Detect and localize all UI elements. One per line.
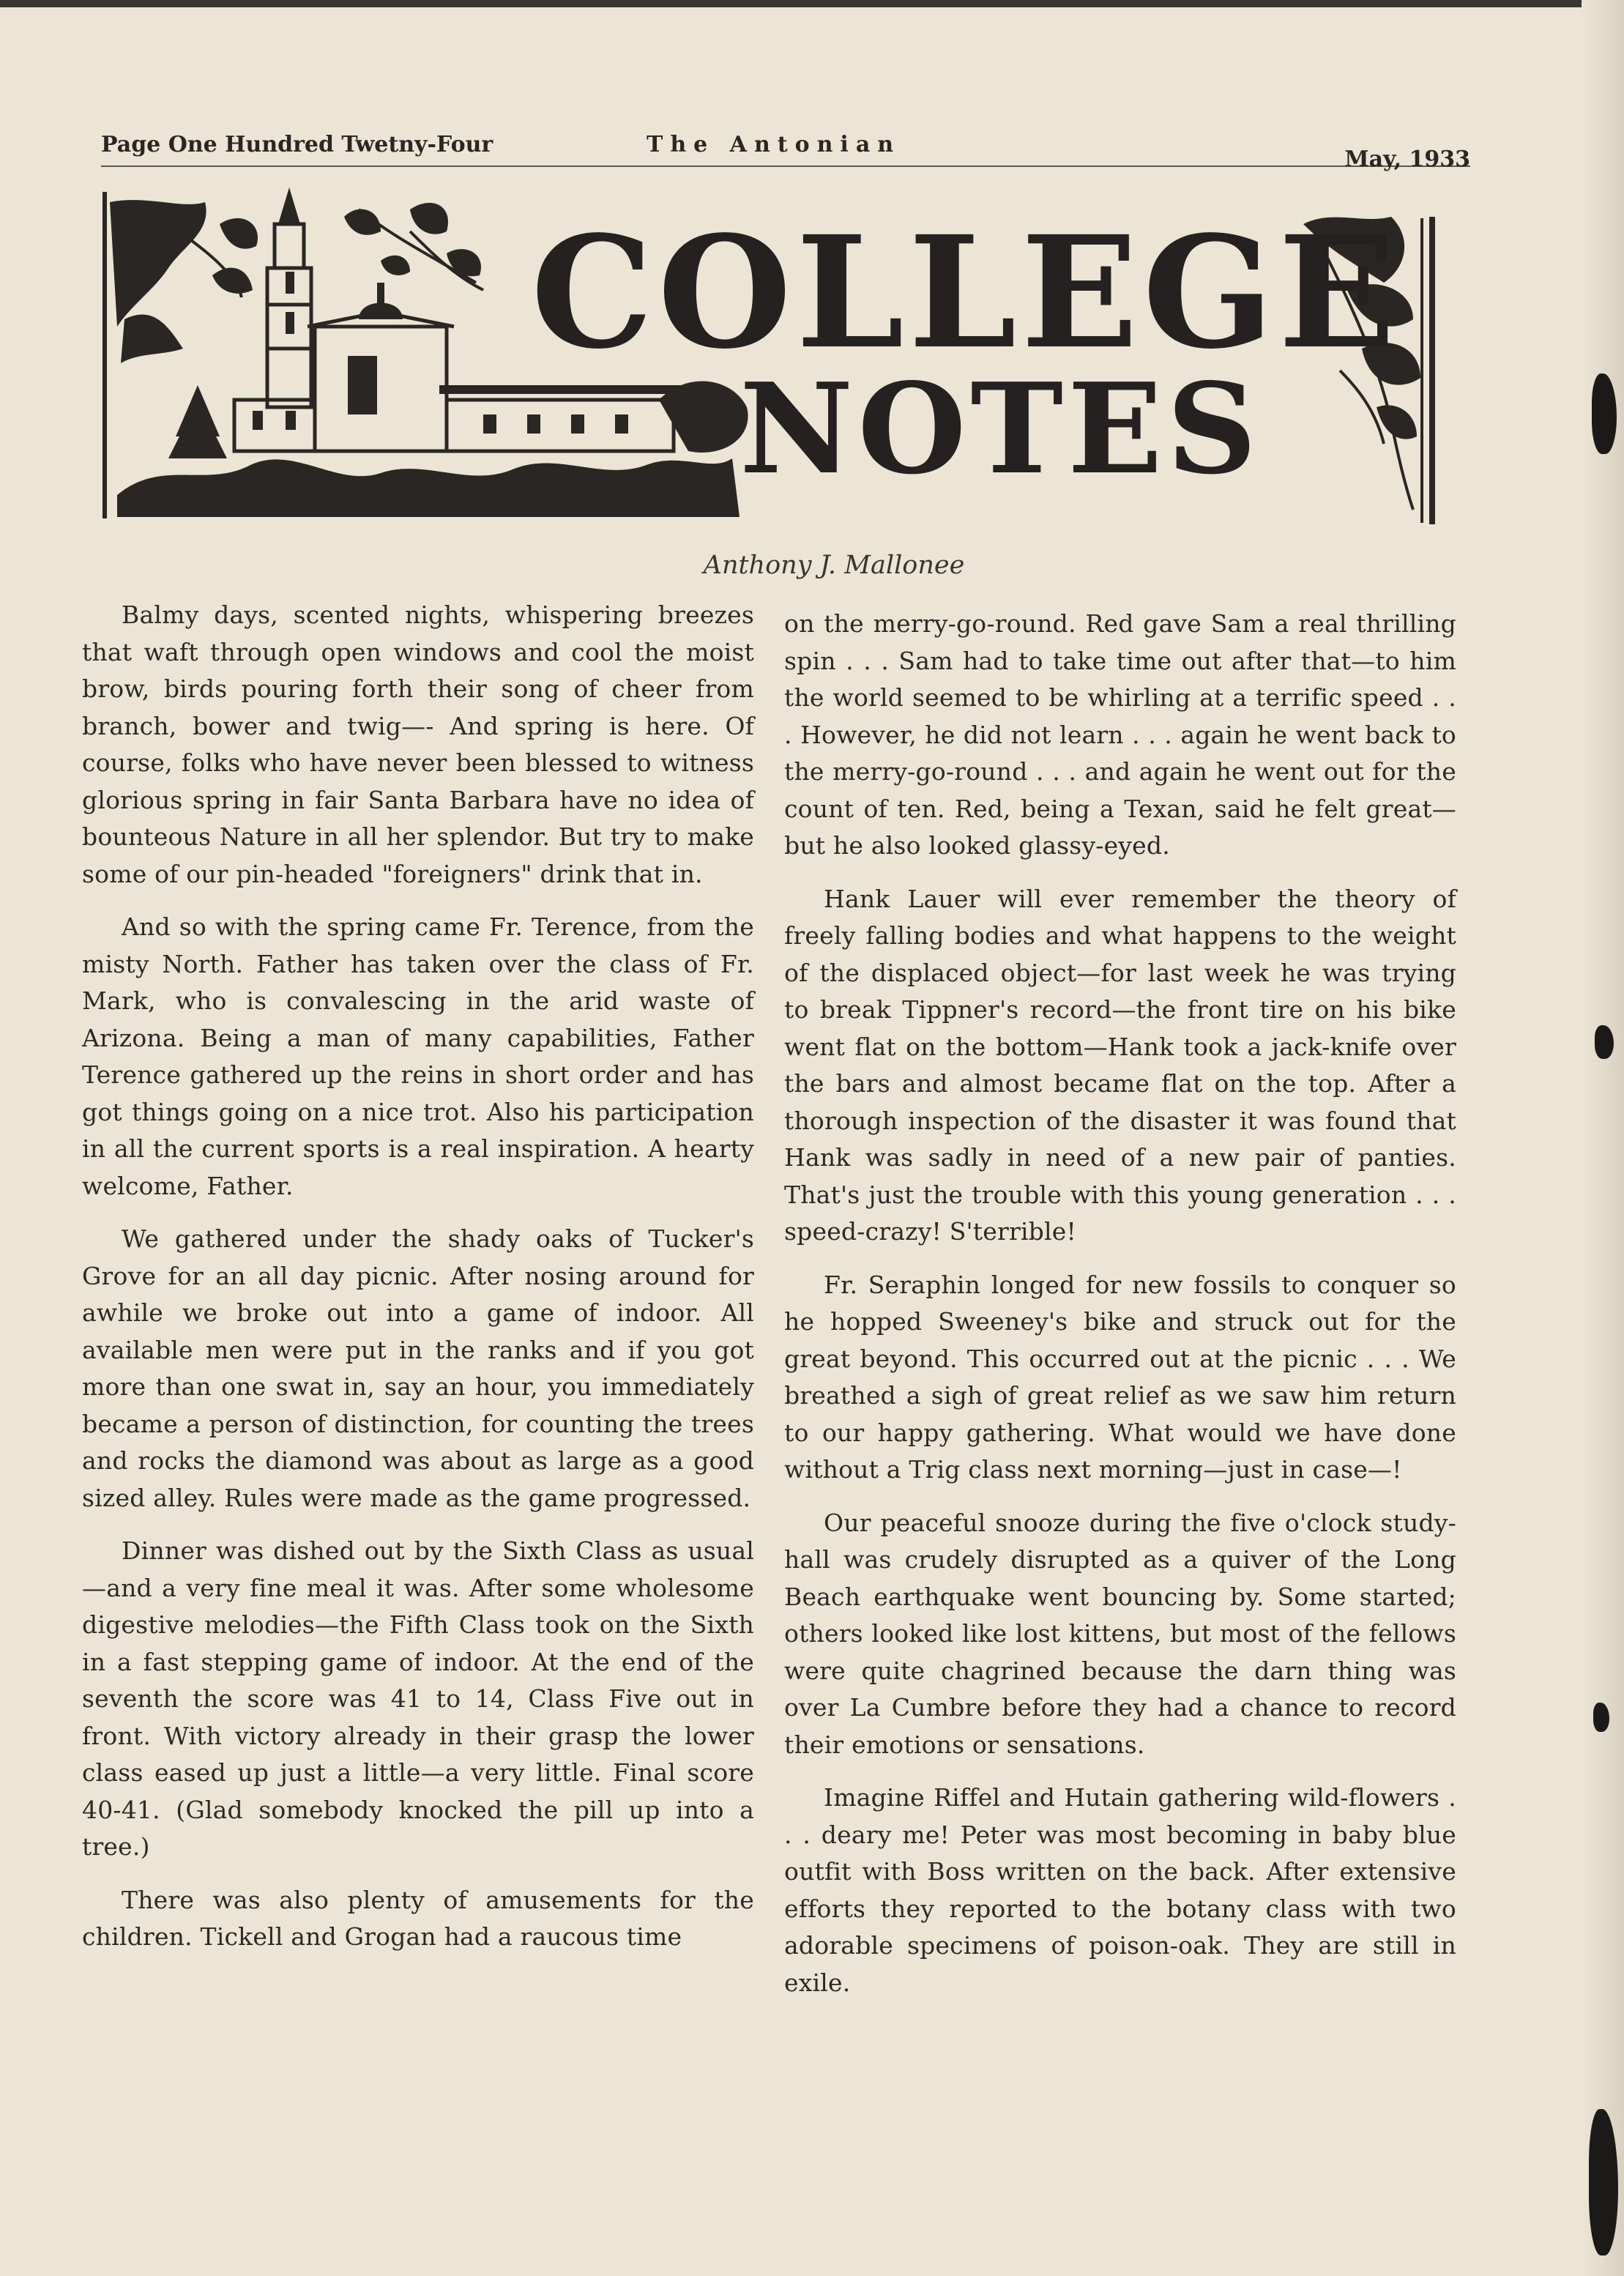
paragraph: Hank Lauer will ever remember the theory of freely falling bodies and what happens to the weight of the displaced object—for last week he was trying to break Tippner's record—the front tire on his bike went flat on the bottom—Hank took a jack-knife over the bars and almost became flat on the top. After a thorough inspection of the disaster it was found that Hank was sadly in need of a new pair of panties. That's just the trouble with this young generation . . . speed-crazy! S'terrible! xyxy=(784,884,1456,1246)
banner-title-college: COLLEGE xyxy=(531,202,1400,383)
byline xyxy=(0,551,1624,580)
page-edge-damage xyxy=(1595,1025,1614,1059)
scan-top-border xyxy=(0,0,1624,7)
paragraph-continuation: on the merry-go-round. Red gave Sam a real thrilling spin . . . Sam had to take time out after that—to him the world seemed to be whirling at a terrific speed . . . However, he did not learn . . . again he went back to the merry-go-round . . . and again he went out for the count of ten. Red, being a Texan, said he felt great—but he also looked glassy-eyed. xyxy=(784,609,1456,860)
paragraph: And so with the spring came Fr. Terence, from the misty North. Father has taken over the class of Fr. Mark, who is convalescing in the arid waste of Arizona. Being a man of many capabilities, Father Terence gathered up the reins in short order and has got things going on a nice trot. Also his participation in all the current sports is a real inspiration. A hearty welcome, Father. xyxy=(82,912,754,1200)
page-edge-damage xyxy=(1593,1703,1609,1732)
paragraph: Our peaceful snooze during the five o'clock study-hall was crudely disrupted as a quiver of the Long Beach earthquake went bouncing by. Some started; others looked like lost kittens, but most of the fellows were quite chagrined because the darn thing was over La Cumbre before they had a chance to record their emotions or sensations. xyxy=(784,1508,1456,1759)
paragraph: We gathered under the shady oaks of Tucker's Grove for an all day picnic. After nosing around for awhile we broke out into a game of indoor. All available men were put in the ranks and if you got more than one swat in, say an hour, you immediately became a person of distinction, for counting the trees and rocks the diamond was about as large as a good sized alley. Rules were made as the game progressed. xyxy=(82,1224,754,1512)
article-column-right xyxy=(784,606,1456,2017)
running-header xyxy=(101,132,1470,172)
paragraph: Dinner was dished out by the Sixth Class as usual—and a very fine meal it was. After some wholesome digestive melodies—the Fifth Class took on the Sixth in a fast stepping game of indoor. At the end of the seventh the score was 41 to 14, Class Five out in front. With victory already in their grasp the lower class eased up just a little—a very little. Final score 40-41. (Glad somebody knocked the pill up into a tree.) xyxy=(82,1536,754,1861)
paragraph: Balmy days, scented nights, whispering breezes that waft through open windows and cool the moist brow, birds pouring forth their song of cheer from branch, bower and twig—- And spring is here. Of course, folks who have never been blessed to witness glorious spring in fair Santa Barbara have no idea of bounteous Nature in all her splendor. But try to make some of our pin-headed "foreigners" drink that in. xyxy=(82,600,754,888)
page-number-label: Page One Hundred Twetny-Four xyxy=(101,132,493,157)
author-name: Anthony J. Mallonee xyxy=(703,551,965,580)
page-edge-shadow xyxy=(1582,0,1624,2276)
paragraph: Imagine Riffel and Hutain gathering wild-flowers . . . deary me! Peter was most becoming in baby blue outfit with Boss written on the back. After extensive efforts they reported to the botany class with two adorable specimens of poison-oak. They are still in exile. xyxy=(784,1783,1456,1997)
paragraph: Fr. Seraphin longed for new fossils to conquer so he hopped Sweeney's bike and struck out for the great beyond. This occurred out at the picnic . . . We breathed a sigh of great relief as we saw him return to our happy gathering. What would we have done without a Trig class next morning—just in case—! xyxy=(784,1270,1456,1484)
banner-title-notes: NOTES xyxy=(740,356,1262,502)
issue-date: May, 1933 xyxy=(1344,146,1470,172)
article-column-left xyxy=(82,597,754,1972)
college-notes-banner xyxy=(103,180,1439,528)
magazine-title: The Antonian xyxy=(647,132,901,157)
paragraph: There was also plenty of amusements for the children. Tickell and Grogan had a raucous time xyxy=(82,1885,754,1951)
